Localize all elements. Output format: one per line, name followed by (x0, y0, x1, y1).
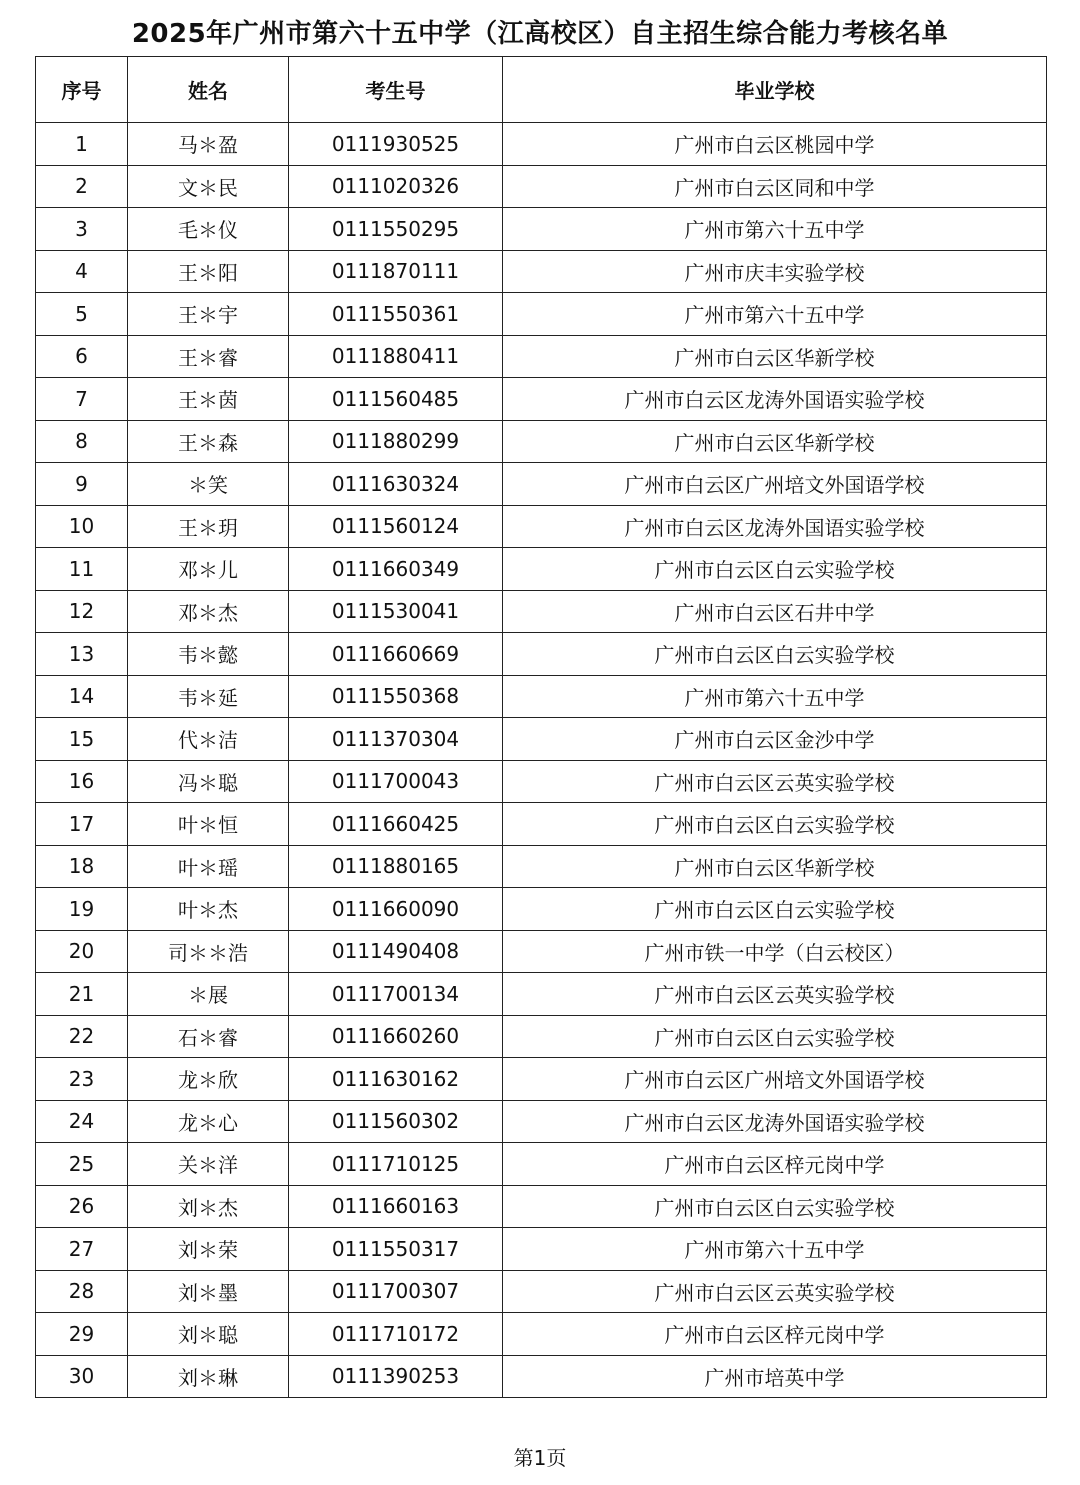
table-row (36, 1228, 1047, 1271)
cell-graduation-school: 广州市铁一中学（白云校区） (503, 930, 1047, 973)
cell-serial-number: 12 (36, 590, 128, 633)
cell-name: 邓＊儿 (128, 548, 289, 591)
table-row (36, 505, 1047, 548)
cell-name: 龙＊欣 (128, 1058, 289, 1101)
cell-graduation-school: 广州市白云区华新学校 (503, 335, 1047, 378)
cell-graduation-school: 广州市白云区金沙中学 (503, 718, 1047, 761)
cell-name: 刘＊墨 (128, 1270, 289, 1313)
cell-graduation-school: 广州市白云区云英实验学校 (503, 973, 1047, 1016)
cell-graduation-school: 广州市白云区白云实验学校 (503, 548, 1047, 591)
cell-graduation-school: 广州市第六十五中学 (503, 1228, 1047, 1271)
table-row (36, 590, 1047, 633)
table-row (36, 1015, 1047, 1058)
cell-serial-number: 14 (36, 675, 128, 718)
page-number: 第1页 (513, 1446, 567, 1470)
cell-graduation-school: 广州市白云区广州培文外国语学校 (503, 463, 1047, 506)
table-row (36, 930, 1047, 973)
cell-name: 代＊洁 (128, 718, 289, 761)
cell-name: 刘＊杰 (128, 1185, 289, 1228)
cell-graduation-school: 广州市白云区梓元岗中学 (503, 1313, 1047, 1356)
cell-name: 王＊阳 (128, 250, 289, 293)
cell-candidate-number: 0111930525 (289, 123, 503, 166)
cell-graduation-school: 广州市白云区华新学校 (503, 420, 1047, 463)
table-row (36, 208, 1047, 251)
table-row (36, 633, 1047, 676)
cell-candidate-number: 0111550295 (289, 208, 503, 251)
cell-candidate-number: 0111560485 (289, 378, 503, 421)
cell-name: 石＊睿 (128, 1015, 289, 1058)
cell-candidate-number: 0111660425 (289, 803, 503, 846)
cell-candidate-number: 0111390253 (289, 1355, 503, 1398)
table-row (36, 973, 1047, 1016)
cell-candidate-number: 0111710172 (289, 1313, 503, 1356)
table-header (36, 57, 1047, 123)
cell-graduation-school: 广州市白云区云英实验学校 (503, 1270, 1047, 1313)
cell-serial-number: 16 (36, 760, 128, 803)
table-row (36, 888, 1047, 931)
header-candidate-number: 考生号 (289, 57, 503, 123)
cell-serial-number: 17 (36, 803, 128, 846)
table-row (36, 250, 1047, 293)
cell-graduation-school: 广州市白云区云英实验学校 (503, 760, 1047, 803)
cell-name: ＊笑 (128, 463, 289, 506)
table-row (36, 1355, 1047, 1398)
cell-serial-number: 2 (36, 165, 128, 208)
table-row (36, 1058, 1047, 1101)
cell-name: 刘＊琳 (128, 1355, 289, 1398)
cell-name: 王＊宇 (128, 293, 289, 336)
table-row (36, 675, 1047, 718)
cell-graduation-school: 广州市白云区龙涛外国语实验学校 (503, 1100, 1047, 1143)
cell-name: 叶＊恒 (128, 803, 289, 846)
cell-name: 叶＊瑶 (128, 845, 289, 888)
cell-name: 马＊盈 (128, 123, 289, 166)
cell-candidate-number: 0111660163 (289, 1185, 503, 1228)
table-row (36, 760, 1047, 803)
document-title: 2025年广州市第六十五中学（江高校区）自主招生综合能力考核名单 (131, 19, 949, 49)
cell-name: 王＊玥 (128, 505, 289, 548)
header-serial-number: 序号 (36, 57, 128, 123)
cell-serial-number: 8 (36, 420, 128, 463)
cell-candidate-number: 0111550317 (289, 1228, 503, 1271)
cell-candidate-number: 0111550368 (289, 675, 503, 718)
cell-graduation-school: 广州市白云区白云实验学校 (503, 1185, 1047, 1228)
cell-serial-number: 9 (36, 463, 128, 506)
cell-candidate-number: 0111700307 (289, 1270, 503, 1313)
cell-serial-number: 18 (36, 845, 128, 888)
table-row (36, 123, 1047, 166)
table-row (36, 718, 1047, 761)
cell-candidate-number: 0111660669 (289, 633, 503, 676)
cell-serial-number: 25 (36, 1143, 128, 1186)
cell-serial-number: 26 (36, 1185, 128, 1228)
cell-serial-number: 5 (36, 293, 128, 336)
cell-candidate-number: 0111710125 (289, 1143, 503, 1186)
table-row (36, 1313, 1047, 1356)
table-row (36, 1270, 1047, 1313)
cell-candidate-number: 0111700134 (289, 973, 503, 1016)
cell-candidate-number: 0111560124 (289, 505, 503, 548)
cell-candidate-number: 0111700043 (289, 760, 503, 803)
cell-candidate-number: 0111880165 (289, 845, 503, 888)
cell-candidate-number: 0111870111 (289, 250, 503, 293)
table-row (36, 1100, 1047, 1143)
cell-name: 王＊睿 (128, 335, 289, 378)
cell-candidate-number: 0111880411 (289, 335, 503, 378)
cell-serial-number: 21 (36, 973, 128, 1016)
cell-serial-number: 11 (36, 548, 128, 591)
cell-graduation-school: 广州市白云区龙涛外国语实验学校 (503, 378, 1047, 421)
cell-graduation-school: 广州市白云区白云实验学校 (503, 803, 1047, 846)
table-row (36, 335, 1047, 378)
cell-graduation-school: 广州市白云区梓元岗中学 (503, 1143, 1047, 1186)
cell-serial-number: 4 (36, 250, 128, 293)
cell-candidate-number: 0111880299 (289, 420, 503, 463)
cell-graduation-school: 广州市白云区白云实验学校 (503, 888, 1047, 931)
cell-serial-number: 28 (36, 1270, 128, 1313)
cell-name: 龙＊心 (128, 1100, 289, 1143)
cell-candidate-number: 0111020326 (289, 165, 503, 208)
cell-serial-number: 3 (36, 208, 128, 251)
table-body (36, 123, 1047, 1398)
cell-graduation-school: 广州市第六十五中学 (503, 675, 1047, 718)
cell-candidate-number: 0111660090 (289, 888, 503, 931)
cell-serial-number: 23 (36, 1058, 128, 1101)
cell-name: 叶＊杰 (128, 888, 289, 931)
cell-candidate-number: 0111550361 (289, 293, 503, 336)
table-row (36, 1185, 1047, 1228)
cell-graduation-school: 广州市白云区同和中学 (503, 165, 1047, 208)
cell-graduation-school: 广州市白云区华新学校 (503, 845, 1047, 888)
cell-graduation-school: 广州市培英中学 (503, 1355, 1047, 1398)
cell-graduation-school: 广州市庆丰实验学校 (503, 250, 1047, 293)
cell-serial-number: 29 (36, 1313, 128, 1356)
cell-serial-number: 13 (36, 633, 128, 676)
cell-name: 文＊民 (128, 165, 289, 208)
cell-serial-number: 24 (36, 1100, 128, 1143)
cell-name: 王＊森 (128, 420, 289, 463)
table-row (36, 165, 1047, 208)
cell-name: 韦＊延 (128, 675, 289, 718)
cell-name: 毛＊仪 (128, 208, 289, 251)
table-row (36, 1143, 1047, 1186)
cell-graduation-school: 广州市白云区白云实验学校 (503, 1015, 1047, 1058)
cell-graduation-school: 广州市白云区石井中学 (503, 590, 1047, 633)
cell-graduation-school: 广州市第六十五中学 (503, 293, 1047, 336)
header-row (36, 57, 1047, 123)
cell-graduation-school: 广州市白云区桃园中学 (503, 123, 1047, 166)
cell-candidate-number: 0111660349 (289, 548, 503, 591)
cell-serial-number: 6 (36, 335, 128, 378)
cell-serial-number: 27 (36, 1228, 128, 1271)
table-row (36, 293, 1047, 336)
cell-candidate-number: 0111630324 (289, 463, 503, 506)
cell-candidate-number: 0111560302 (289, 1100, 503, 1143)
cell-candidate-number: 0111490408 (289, 930, 503, 973)
cell-candidate-number: 0111660260 (289, 1015, 503, 1058)
cell-graduation-school: 广州市第六十五中学 (503, 208, 1047, 251)
cell-candidate-number: 0111530041 (289, 590, 503, 633)
cell-serial-number: 30 (36, 1355, 128, 1398)
table-row (36, 420, 1047, 463)
admission-list-table (35, 56, 1047, 1398)
cell-serial-number: 1 (36, 123, 128, 166)
cell-serial-number: 19 (36, 888, 128, 931)
cell-candidate-number: 0111370304 (289, 718, 503, 761)
cell-name: 王＊茵 (128, 378, 289, 421)
cell-graduation-school: 广州市白云区龙涛外国语实验学校 (503, 505, 1047, 548)
table-row (36, 845, 1047, 888)
cell-serial-number: 22 (36, 1015, 128, 1058)
cell-name: 邓＊杰 (128, 590, 289, 633)
header-name: 姓名 (128, 57, 289, 123)
table-row (36, 378, 1047, 421)
cell-serial-number: 10 (36, 505, 128, 548)
table-row (36, 548, 1047, 591)
cell-name: 司＊＊浩 (128, 930, 289, 973)
cell-candidate-number: 0111630162 (289, 1058, 503, 1101)
table-row (36, 803, 1047, 846)
cell-graduation-school: 广州市白云区白云实验学校 (503, 633, 1047, 676)
header-graduation-school: 毕业学校 (503, 57, 1047, 123)
table-row (36, 463, 1047, 506)
cell-name: 刘＊荣 (128, 1228, 289, 1271)
cell-name: 韦＊懿 (128, 633, 289, 676)
cell-serial-number: 20 (36, 930, 128, 973)
cell-name: ＊展 (128, 973, 289, 1016)
cell-name: 关＊洋 (128, 1143, 289, 1186)
cell-serial-number: 15 (36, 718, 128, 761)
cell-graduation-school: 广州市白云区广州培文外国语学校 (503, 1058, 1047, 1101)
cell-name: 刘＊聪 (128, 1313, 289, 1356)
cell-name: 冯＊聪 (128, 760, 289, 803)
cell-serial-number: 7 (36, 378, 128, 421)
